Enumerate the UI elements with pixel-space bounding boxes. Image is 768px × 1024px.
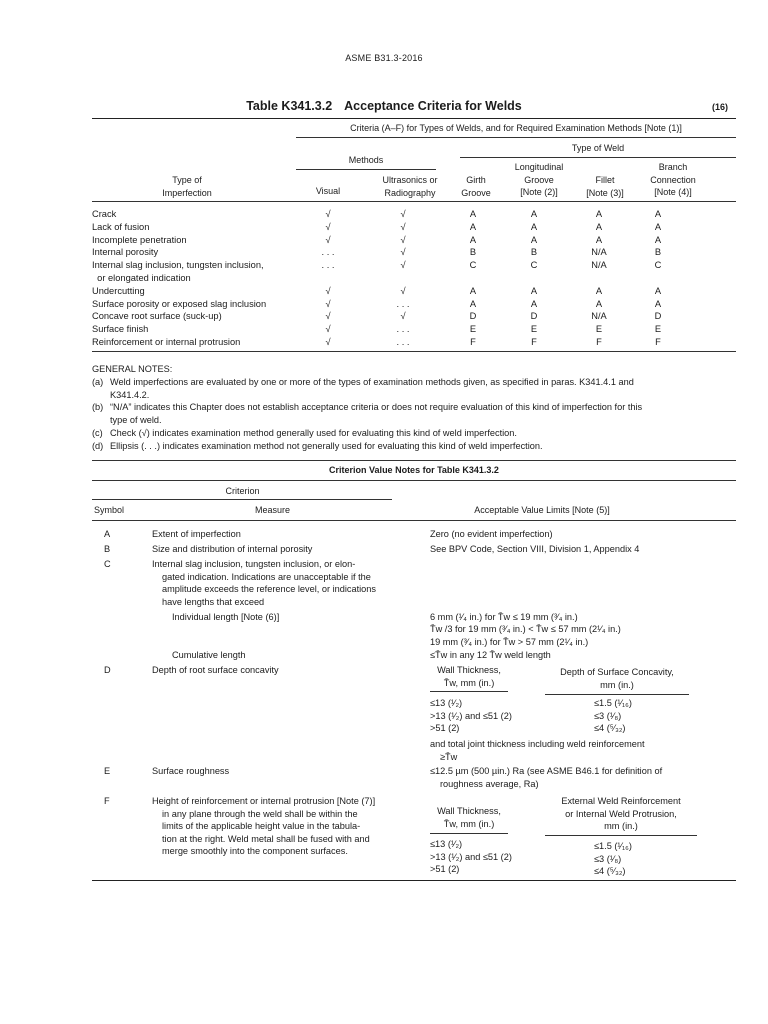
criterion-f-ext-header-line1: External Weld Reinforcement: [561, 796, 681, 806]
criteria-cell-girth: B: [469, 247, 477, 258]
methods-rule: [296, 169, 436, 170]
general-note-text: [110, 440, 543, 453]
criterion-d-depth-header: [545, 666, 689, 691]
col-header-imperfection-line2: Imperfection: [162, 187, 212, 198]
type-of-weld-header: Type of Weld: [571, 143, 625, 153]
criterion-c-measure-line3: amplitude exceeds the reference level, or indications: [162, 584, 376, 595]
criteria-cell-girth: F: [470, 336, 476, 347]
general-note-line: type of weld.: [110, 415, 162, 426]
general-note-label: (d): [92, 440, 104, 451]
criteria-cell-long: E: [530, 324, 538, 335]
criteria-row: [92, 259, 686, 272]
general-note-line: K341.4.2.: [110, 389, 150, 400]
col-header-branch-line3: [Note (4)]: [654, 187, 692, 197]
table1-bottom-rule: [92, 351, 736, 352]
criteria-cell-fillet: [568, 272, 630, 285]
criteria-row: [92, 246, 686, 259]
criterion-f-wall-value: >13 (¹⁄₂) and ≤51 (2): [430, 851, 512, 862]
criteria-cell-girth: A: [469, 285, 477, 296]
criteria-cell-label: Internal slag inclusion, tungsten inclusion,: [92, 260, 264, 271]
edition-marker: (16): [712, 102, 729, 112]
criteria-cell-label: Incomplete penetration: [92, 234, 187, 245]
criteria-cell-long: A: [530, 221, 538, 232]
criterion-f-wall-header-line2: T̄w, mm (in.): [443, 818, 495, 829]
criteria-cell-long: C: [530, 260, 538, 271]
criteria-cell-fillet: A: [595, 209, 603, 219]
criteria-cell-ut: √: [400, 285, 406, 296]
criterion-d-depth-header-line2: mm (in.): [600, 679, 634, 690]
criterion-d-depth-value: ≤4 (⁵⁄₃₂): [594, 723, 626, 734]
criterion-f-measure-line5: merge smoothly into the component surfaces.: [162, 846, 348, 857]
criterion-a-measure: Extent of imperfection: [152, 529, 241, 539]
criteria-cell-branch: B: [654, 247, 662, 258]
criterion-f-ext-header-line2: or Internal Weld Protrusion,: [565, 808, 677, 819]
col-header-longitudinal-line2: Groove: [524, 174, 554, 185]
criterion-rule: [92, 499, 392, 500]
col-header-fillet-line2: [Note (3)]: [586, 187, 624, 198]
criteria-cell-label: Undercutting: [92, 285, 145, 296]
general-note: [92, 401, 692, 427]
criterion-d-footer-line1: and total joint thickness including weld reinforcement: [430, 739, 645, 749]
criteria-cell-long: D: [530, 311, 538, 322]
criteria-cell-branch: C: [654, 260, 662, 271]
col-header-limits: Acceptable Value Limits [Note (5)]: [474, 505, 610, 515]
criteria-cell-label: or elongated indication: [92, 272, 191, 283]
criterion-d-wall-value: >13 (¹⁄₂) and ≤51 (2): [430, 710, 512, 721]
criterion-e-measure: Surface roughness: [152, 766, 230, 776]
criteria-cell-girth: A: [469, 234, 477, 245]
criterion-f-measure: [152, 795, 375, 858]
criteria-cell-visual: √: [325, 311, 331, 322]
criteria-cell-ut: . . .: [396, 324, 410, 335]
criterion-e-limit: [430, 765, 662, 790]
criteria-cell-visual: √: [325, 285, 331, 296]
col-header-visual: Visual: [315, 186, 341, 196]
criteria-cell-fillet: N/A: [591, 311, 607, 322]
criterion-f-ext-value: ≤1.5 (¹⁄₁₆): [594, 841, 632, 851]
criteria-row: [92, 221, 686, 234]
table2-top-rule: [92, 460, 736, 461]
criteria-row: [92, 272, 686, 285]
criterion-c-limit-1: 6 mm (¹⁄₄ in.) for T̄w ≤ 19 mm (³⁄₄ in.): [430, 612, 578, 622]
table-number: Table K341.3.2: [246, 99, 333, 113]
col-header-ultrasonics: [370, 174, 450, 199]
criteria-cell-visual: √: [325, 298, 331, 309]
criterion-c-measure-line2: gated indication. Indications are unacceptable if the: [162, 571, 371, 582]
criterion-f-measure-line2: in any plane through the weld shall be within the: [162, 808, 358, 819]
criteria-cell-girth: C: [469, 260, 477, 271]
criterion-d-wall-header-line2: T̄w, mm (in.): [443, 677, 495, 688]
criterion-d-wall-values: [430, 697, 512, 735]
criteria-cell-visual: . . .: [321, 247, 335, 258]
criteria-cell-ut: √: [400, 311, 406, 322]
general-notes-list: [92, 376, 692, 453]
criteria-cell-ut: √: [400, 221, 406, 232]
criteria-cell-long: A: [530, 285, 538, 296]
col-header-branch-line2: Connection: [650, 174, 696, 185]
table1-header-bottom-rule: [92, 201, 736, 202]
criteria-cell-long: A: [530, 298, 538, 309]
general-note-text: [110, 376, 634, 402]
criteria-cell-girth: A: [469, 298, 477, 309]
criteria-group-header: Criteria (A–F) for Types of Welds, and for Required Examination Methods [Note (1)]: [350, 123, 682, 133]
col-header-ultrasonics-line1: Ultrasonics or: [382, 175, 438, 185]
general-note-text: [110, 427, 517, 440]
criterion-c-individual-label: Individual length [Note (6)]: [172, 612, 280, 622]
criterion-c-limit-4: ≤T̄w in any 12 T̄w weld length: [430, 650, 551, 660]
criterion-f-ext-header-line3: mm (in.): [604, 821, 638, 832]
general-note: [92, 427, 692, 440]
col-header-ultrasonics-line2: Radiography: [384, 187, 436, 198]
criterion-c-cumulative-label: Cumulative length: [172, 650, 246, 660]
criteria-cell-ut: [360, 272, 446, 285]
acceptance-criteria-table-body: [92, 208, 686, 349]
criteria-cell-ut: . . .: [396, 298, 410, 309]
criteria-cell-branch: A: [654, 234, 662, 245]
criterion-f-ext-rule: [545, 835, 697, 836]
table2-header-bottom-rule: [92, 520, 736, 521]
col-header-girth: [456, 174, 496, 199]
criteria-cell-girth: [446, 272, 500, 285]
criteria-cell-visual: √: [325, 234, 331, 245]
criteria-cell-fillet: A: [595, 234, 603, 245]
general-note-label: (a): [92, 376, 104, 387]
col-header-girth-line1: Girth: [466, 175, 486, 185]
criterion-d-depth-header-line1: Depth of Surface Concavity,: [560, 667, 674, 677]
criterion-f-ext-value: ≤4 (⁵⁄₃₂): [594, 866, 626, 877]
criterion-f-measure-line4: tion at the right. Weld metal shall be fused with and: [162, 833, 370, 844]
general-note-label: (b): [92, 402, 104, 413]
table-subtitle: Acceptance Criteria for Welds: [344, 99, 522, 113]
criteria-row: [92, 234, 686, 247]
criteria-row: [92, 285, 686, 298]
criteria-cell-branch: [630, 272, 686, 285]
criteria-cell-visual: √: [325, 209, 331, 219]
general-note-line: “N/A” indicates this Chapter does not establish acceptance criteria or does not require evaluation of this kind of imperfection for this: [110, 402, 643, 413]
criteria-cell-visual: √: [325, 336, 331, 347]
criterion-d-depth-values: [594, 697, 632, 735]
table2-bottom-rule: [92, 880, 736, 881]
criterion-c-measure-line1: Internal slag inclusion, tungsten inclusion, or elon-: [152, 559, 356, 569]
criterion-b-limit: See BPV Code, Section VIII, Division 1, Appendix 4: [430, 544, 640, 554]
criterion-c-limit-3: 19 mm (³⁄₄ in.) for T̄w > 57 mm (2¹⁄₄ in.): [430, 637, 589, 647]
general-note: [92, 440, 692, 453]
criterion-d-measure: Depth of root surface concavity: [152, 665, 279, 675]
criteria-cell-branch: A: [654, 209, 662, 219]
criteria-cell-long: F: [531, 336, 537, 347]
col-header-branch-line1: Branch: [658, 162, 688, 172]
col-header-imperfection-line1: Type of: [172, 175, 202, 185]
col-header-measure: Measure: [254, 505, 290, 515]
criterion-f-ext-values: [594, 840, 632, 878]
general-note-label: (c): [92, 427, 103, 438]
criteria-cell-long: B: [530, 247, 538, 258]
criterion-f-wall-header: [430, 805, 508, 830]
acceptance-criteria-table: [92, 208, 686, 349]
criterion-f-measure-line1: Height of reinforcement or internal protrusion [Note (7)]: [152, 796, 376, 806]
general-note-line: Weld imperfections are evaluated by one or more of the types of examination methods given, as specified in paras. K341.4.1 and: [110, 376, 634, 387]
criterion-c-measure: [152, 558, 376, 608]
criteria-cell-visual: √: [325, 221, 331, 232]
criteria-cell-label: Crack: [92, 209, 117, 219]
criterion-d-depth-rule: [545, 694, 689, 695]
criteria-cell-label: Reinforcement or internal protrusion: [92, 336, 241, 347]
criterion-f-wall-values: [430, 838, 512, 876]
criteria-row: [92, 336, 686, 349]
col-header-symbol: Symbol: [94, 505, 125, 515]
criterion-d-wall-header-line1: Wall Thickness,: [437, 665, 501, 675]
criteria-row: [92, 208, 686, 221]
col-header-longitudinal: [505, 161, 573, 199]
criteria-cell-ut: √: [400, 209, 406, 219]
criteria-row: [92, 310, 686, 323]
general-note-line: Check (√) indicates examination method generally used for evaluating this kind of weld imperfection.: [110, 427, 517, 438]
criteria-cell-girth: A: [469, 221, 477, 232]
criteria-cell-long: [500, 272, 568, 285]
criterion-b-measure: Size and distribution of internal porosity: [152, 544, 313, 554]
criterion-f-wall-value: >51 (2): [430, 864, 460, 875]
criterion-b-symbol: B: [104, 544, 111, 554]
criteria-cell-ut: √: [400, 260, 406, 271]
criterion-e-limit-line2: roughness average, Ra): [440, 778, 539, 789]
col-header-girth-line2: Groove: [461, 187, 491, 198]
criteria-cell-branch: A: [654, 221, 662, 232]
criteria-row: [92, 323, 686, 336]
criteria-cell-ut: . . .: [396, 336, 410, 347]
criterion-f-wall-header-line1: Wall Thickness,: [437, 806, 501, 816]
criterion-d-symbol: D: [104, 665, 111, 675]
criteria-group-rule: [296, 137, 736, 138]
general-notes-heading: GENERAL NOTES:: [92, 364, 173, 374]
criteria-cell-branch: E: [654, 324, 662, 335]
table1-top-rule: [92, 118, 736, 119]
table-title: [0, 99, 768, 113]
criteria-cell-girth: D: [469, 311, 477, 322]
criterion-f-wall-rule: [430, 833, 508, 834]
criteria-cell-fillet: N/A: [591, 260, 607, 271]
type-of-weld-rule: [460, 157, 736, 158]
col-header-fillet-line1: Fillet: [595, 175, 615, 185]
criteria-cell-label: Lack of fusion: [92, 221, 150, 232]
criteria-cell-long: A: [530, 234, 538, 245]
criteria-cell-visual: √: [325, 324, 331, 335]
criteria-cell-ut: √: [400, 247, 406, 258]
col-header-imperfection: [92, 174, 282, 199]
criterion-c-limit-2: T̄w /3 for 19 mm (³⁄₄ in.) < T̄w ≤ 57 mm (2¹⁄₄ in.): [430, 624, 621, 634]
criteria-cell-visual: . . .: [321, 260, 335, 271]
criterion-a-limit: Zero (no evident imperfection): [430, 529, 553, 539]
table2-title: Criterion Value Notes for Table K341.3.2: [329, 465, 499, 475]
criterion-header: Criterion: [225, 486, 260, 496]
table2-title-rule: [92, 480, 736, 481]
criteria-cell-branch: F: [655, 336, 661, 347]
criteria-cell-branch: A: [654, 298, 662, 309]
criteria-cell-label: Concave root surface (suck-up): [92, 311, 222, 322]
methods-header: Methods: [348, 155, 384, 165]
col-header-fillet: [578, 174, 632, 199]
criteria-cell-fillet: N/A: [591, 247, 607, 258]
criterion-c-symbol: C: [104, 559, 111, 569]
criteria-cell-fillet: A: [595, 285, 603, 296]
criterion-f-measure-line3: limits of the applicable height value in the tabula-: [162, 821, 361, 832]
col-header-longitudinal-line1: Longitudinal: [514, 162, 564, 172]
criteria-cell-girth: E: [469, 324, 477, 335]
criteria-cell-branch: D: [654, 311, 662, 322]
col-header-longitudinal-line3: [Note (2)]: [520, 187, 558, 197]
criteria-cell-fillet: E: [595, 324, 603, 335]
criterion-d-depth-value: ≤1.5 (¹⁄₁₆): [594, 698, 632, 708]
criteria-cell-fillet: A: [595, 221, 603, 232]
criteria-cell-long: A: [530, 209, 538, 219]
criteria-cell-girth: A: [469, 209, 477, 219]
criterion-a-symbol: A: [104, 529, 111, 539]
criteria-cell-branch: A: [654, 285, 662, 296]
criterion-d-depth-value: ≤3 (¹⁄₈): [594, 710, 622, 721]
criterion-e-symbol: E: [104, 766, 111, 776]
criterion-e-limit-line1: ≤12.5 µm (500 µin.) Ra (see ASME B46.1 for definition of: [430, 766, 663, 776]
criterion-f-wall-value: ≤13 (¹⁄₂): [430, 839, 463, 849]
criteria-cell-label: Internal porosity: [92, 247, 159, 258]
criterion-d-wall-header: [430, 664, 508, 689]
criterion-f-ext-value: ≤3 (¹⁄₈): [594, 853, 622, 864]
general-note-text: [110, 401, 642, 427]
criteria-cell-label: Surface finish: [92, 324, 149, 335]
criterion-f-symbol: F: [104, 796, 110, 806]
criterion-d-footer-line2: ≥T̄w: [440, 751, 458, 762]
general-notes: [92, 363, 692, 453]
criteria-cell-visual: [296, 272, 360, 285]
criterion-f-ext-header: [545, 795, 697, 833]
criteria-cell-ut: √: [400, 234, 406, 245]
col-header-branch: [642, 161, 704, 199]
criterion-c-measure-line4: have lengths that exceed: [162, 596, 265, 607]
criterion-d-wall-value: >51 (2): [430, 723, 460, 734]
criterion-d-wall-value: ≤13 (¹⁄₂): [430, 698, 463, 708]
page-header: ASME B31.3-2016: [345, 53, 423, 63]
general-note-line: Ellipsis (. . .) indicates examination method not generally used for evaluating this kind of weld imperfection.: [110, 440, 543, 451]
criteria-row: [92, 298, 686, 311]
criterion-d-wall-rule: [430, 691, 508, 692]
criterion-d-footer: [430, 738, 645, 763]
general-note: [92, 376, 692, 402]
criteria-cell-label: Surface porosity or exposed slag inclusion: [92, 298, 267, 309]
criteria-cell-fillet: F: [596, 336, 602, 347]
criteria-cell-fillet: A: [595, 298, 603, 309]
